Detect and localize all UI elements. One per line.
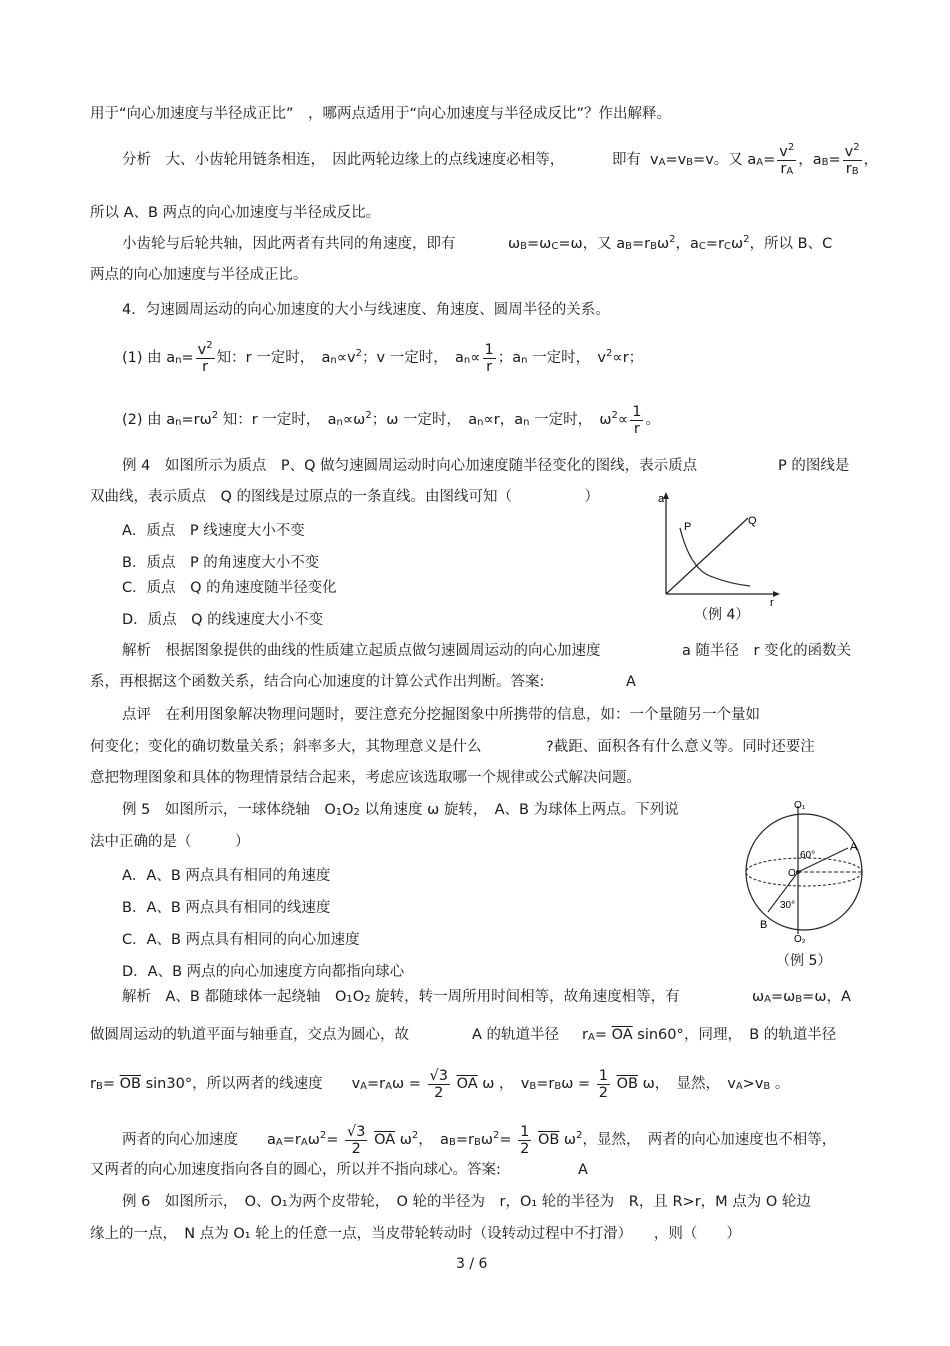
solution-5: 解析 A、B 都随球体一起绕轴 $O_1O_2$ 旋转，转一周所用时间相等，故角速度相等，有 (122, 989, 680, 1005)
solution-5: 又两者的向心加速度指向各自的圆心，所以并不指向球心。答案: (90, 1162, 501, 1178)
solution-5-answer: A (578, 1162, 588, 1178)
example-5-sphere (730, 796, 870, 944)
curve-p-label: P (684, 521, 692, 533)
x-axis-label: r (770, 597, 774, 608)
review-text: 点评 在利用图象解决物理问题时，要注意充分挖掘图象中所携带的信息，如：一个量随另一个量如 (122, 707, 760, 723)
example-4-text: P 的图线是 (778, 458, 850, 474)
option-a: A．质点 P 线速度大小不变 (122, 523, 305, 539)
option-c: C．A、B 两点具有相同的向心加速度 (122, 932, 360, 948)
example-5-caption: （例 5） (776, 953, 832, 969)
example-4-text: 双曲线，表示质点 Q 的图线是过原点的一条直线。由图线可知（ ） (90, 489, 600, 505)
option-c: C．质点 Q 的角速度随半径变化 (122, 580, 337, 596)
example-5-text: 法中正确的是（ ） (90, 834, 250, 850)
angle-b-label: 30° (780, 900, 796, 911)
example-4-graph (650, 488, 790, 608)
formula: 两者的向心加速度 $a_A=r_A\omega^2=$ $\frac{√3}{2}$ $\overline{OA}$ $\omega^2$， $a_B=r_B\omega^2=$ $\frac{1}{2}$ $\overline{OB}$ $\omega^2$，显然， 两者的向心加速度也不相等， (122, 1123, 837, 1157)
example-6-text: 例 6 如图所示， O、O₁为两个皮带轮， O 轮的半径为 r，O₁ 轮的半径为 R，且 R>r，M 点为 O 轮边 (122, 1194, 811, 1210)
formula: $\omega_A=\omega_B=\omega$，A (752, 989, 851, 1005)
solution-5: 做圆周运动的轨道平面与轴垂直，交点为圆心，故 (90, 1027, 409, 1043)
option-d: D．质点 Q 的线速度大小不变 (122, 612, 324, 628)
formula: $\omega_B=\omega_C=\omega$，又 $a_B=r_B\omega^2$，$a_C=r_C\omega^2$，所以 B、C (508, 234, 833, 252)
analysis-text: 分析 大、小齿轮用链条相连， 因此两轮边缘上的点线速度必相等， (122, 152, 565, 168)
y-axis-label: a (658, 493, 665, 505)
formula: (2) 由 $a_n=r\omega^2$ 知：r 一定时， $a_n\propto\omega^2$；ω 一定时， $a_n\propto r$，$a_n$ 一定时， $\omega^2\propto$ $\frac{1}{r}$ 。 (122, 403, 660, 437)
page-number: 3 / 6 (456, 1256, 488, 1272)
analysis-text: 即有 (612, 152, 641, 168)
formula: $v_A=v_B=v$。又 $a_A=$ $\frac{v^2}{r_A}$ ，$a_B=$ $\frac{v^2}{r_B}$ ， (650, 141, 879, 177)
axis-bottom-label: O₂ (794, 934, 806, 944)
center-label: O (788, 868, 796, 879)
example-4-caption: （例 4） (694, 607, 750, 623)
text-line: 两点的向心加速度与半径成正比。 (90, 267, 308, 283)
text-line: 用于“向心加速度与半径成正比” ，哪两点适用于“向心加速度与半径成反比”？作出解释。 (90, 106, 672, 122)
formula: $r_A= \overline{OA}$ sin60° (582, 1027, 684, 1043)
solution-4: 解析 根据图象提供的曲线的性质建立起质点做匀速圆周运动的向心加速度 (122, 643, 601, 659)
line-q-label: Q (748, 515, 757, 527)
solution-4: 系，再根据这个函数关系，结合向心加速度的计算公式作出判断。答案: (90, 674, 545, 690)
review-text: 何变化；变化的确切数量关系；斜率多大，其物理意义是什么 (90, 739, 482, 755)
text-line: 所以 A、B 两点的向心加速度与半径成反比。 (90, 205, 381, 221)
example-4-text: 例 4 如图所示为质点 P、Q 做匀速圆周运动时向心加速度随半径变化的图线，表示质点 (122, 458, 698, 474)
example-6-text: 缘上的一点， N 点为 O₁ 轮上的任意一点，当皮带轮转动时（设转动过程中不打滑） ，则（ ） (90, 1226, 741, 1242)
solution-4-answer: A (626, 674, 636, 690)
section-heading: 4．匀速圆周运动的向心加速度的大小与线速度、角速度、圆周半径的关系。 (122, 302, 610, 318)
point-a-label: A (850, 841, 858, 853)
option-d: D．A、B 两点的向心加速度方向都指向球心 (122, 964, 405, 980)
solution-4: a 随半径 r 变化的函数关 (682, 643, 852, 659)
formula: $r_B= \overline{OB}$ sin30°，所以两者的线速度 $v_A=r_A\omega$ = $\frac{√3}{2}$ $\overline{OA}$ ω ， $v_B=r_B\omega$ = $\frac{1}{2}$ $\overline{OB}$ ω， 显然， $v_A>v_B$ 。 (90, 1067, 790, 1101)
formula: (1) 由 $a_n=$ $\frac{v^2}{r}$ 知：r 一定时， $a_n\propto v^2$；v 一定时， $a_n\propto$ $\frac{1}{r}$ ；$a_n$ 一定时， $v^2\propto r$； (122, 339, 644, 375)
angle-a-label: 60° (800, 850, 816, 861)
option-b: B．质点 P 的角速度大小不变 (122, 555, 320, 571)
point-b-label: B (760, 919, 768, 931)
text-line: 小齿轮与后轮共轴，因此两者有共同的角速度，即有 (122, 236, 456, 252)
solution-5: A 的轨道半径 (472, 1027, 560, 1043)
option-a: A．A、B 两点具有相同的角速度 (122, 868, 331, 884)
axis-top-label: O₁ (794, 800, 806, 811)
solution-5: ，同理， B 的轨道半径 (684, 1027, 837, 1043)
review-text: ?截距、面积各有什么意义等。同时还要注 (546, 739, 815, 755)
review-text: 意把物理图象和具体的物理情景结合起来，考虑应该选取哪一个规律或公式解决问题。 (90, 770, 641, 786)
example-5-text: 例 5 如图所示，一球体绕轴 $O_1O_2$ 以角速度 ω 旋转， A、B 为球体上两点。下列说 (122, 802, 679, 818)
option-b: B．A、B 两点具有相同的线速度 (122, 900, 331, 916)
